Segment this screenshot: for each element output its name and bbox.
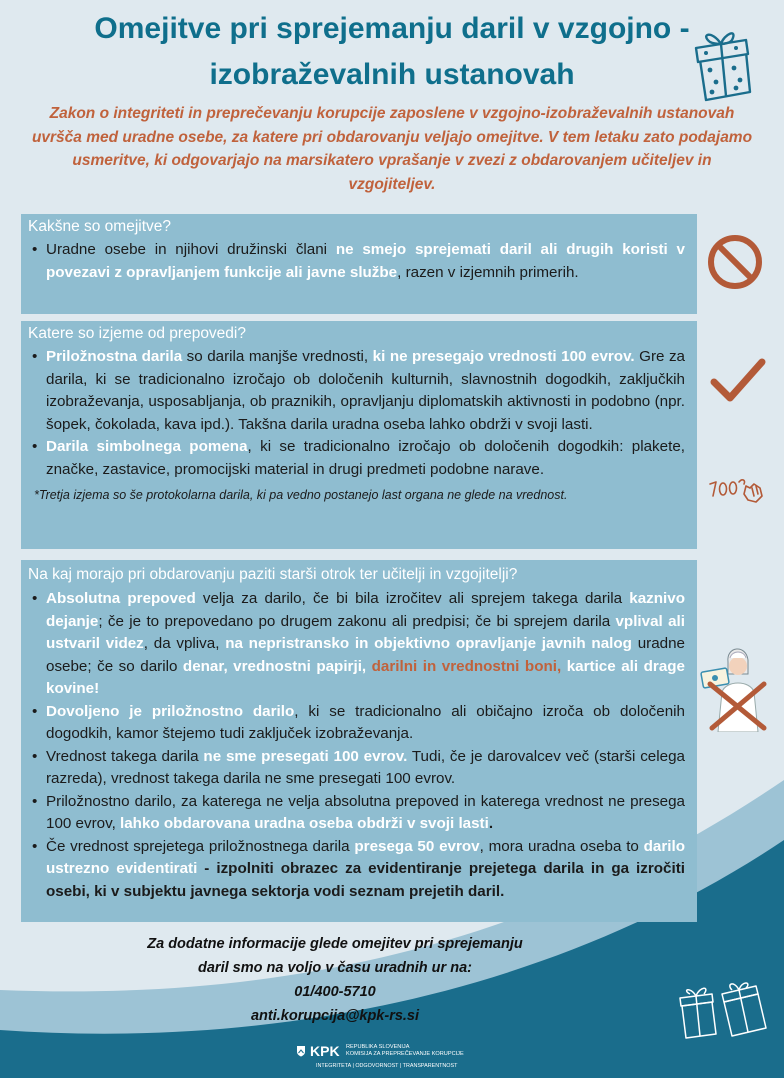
list-item: • Absolutna prepoved velja za darilo, če bi bila izročitev ali sprejem takega darila kaznivo dejanje; če je to prepovedano po drugem zakonu ali predpisi; če bi sprejem darila vplival ali ustvaril videz, da vpliva, na nepristransko in objektivno opravljanje javnih nalog uradne osebe; če so darilo denar, vrednostni papirji, darilni in vrednostni boni, kartice ali drage kovine!: [28, 588, 685, 701]
exceptions-heading: Katere so izjeme od prepovedi?: [28, 325, 246, 342]
intro-text: Zakon o integriteti in preprečevanju korupcije zaposlene v vzgojno-izobraževalnih ustanovah uvršča med uradne osebe, za katere pri obdarovanju veljajo omejitve. V tem letaku zato podajamo usmeritve, ki odgovarjajo na marsikatero vprašanje v zvezi z obdarovanjem učiteljev in vzgojiteljev.: [31, 105, 753, 193]
list-item: • Uradne osebe in njihovi družinski člani ne smejo sprejemati daril ali drugih koristi v povezavi z opravljanjem funkcije ali javne službe, razen v izjemnih primerih.: [28, 239, 685, 284]
page-title: Omejitve pri sprejemanju daril v vzgojno - izobraževalnih ustanovah: [94, 12, 690, 91]
guidance-box: [21, 560, 697, 922]
list-item: • Če vrednost sprejetega priložnostnega darila presega 50 evrov, mora uradna oseba to darilo ustrezno evidentirati - izpolniti obrazec za evidentiranje prejetega darila in ga izročiti osebi, ki v subjektu javnega sektorja vodi seznam prejetih daril.: [28, 836, 685, 904]
phone-number: 01/400-5710: [294, 984, 376, 1000]
kpk-logo: KPK REPUBLIKA SLOVENIJA KOMISIJA ZA PREPREČEVANJE KORUPCIJE INTEGRITETA | ODGOVORNOST | TRANSPARENTNOST: [296, 1043, 496, 1073]
restrictions-box: [21, 214, 697, 314]
list-item: • Priložnostna darila so darila manjše vrednosti, ki ne presegajo vrednosti 100 evrov. Gre za darila, ki se tradicionalno izročajo ob določenih kulturnih, slavnostnih dogodkih, zaključkih izobraževanja, usposabljanja, ob praznikih, opravljanju diplomatskih aktivnosti in podobno (npr. šopek, čokolada, kava ipd.). Takšna darila uradna oseba lahko obdrži v svoji lasti.: [28, 346, 685, 436]
gifts-icon: [676, 980, 774, 1042]
guidance-heading: Na kaj morajo pri obdarovanju paziti starši otrok ter učitelji in vzgojitelji?: [28, 566, 518, 583]
email-address[interactable]: anti.korupcija@kpk-rs.si: [250, 1008, 420, 1024]
crest-icon: [296, 1045, 306, 1057]
footnote: *Tretja izjema so še protokolarna darila, ki pa vedno postanejo last organa ne glede na vrednost.: [34, 488, 568, 502]
list-item: • Darila simbolnega pomena, ki se tradicionalno izročajo ob določenih dogodkih: plakete, značke, zastavice, promocijski material in drugi predmeti podobne narave.: [28, 436, 685, 481]
gift-box-icon: [690, 24, 756, 102]
checkmark-icon: [710, 356, 766, 404]
list-item: • Priložnostno darilo, za katerega ne velja absolutna prepoved in katerega vrednost ne presega 100 evrov, lahko obdarovana uradna oseba obdrži v svoji lasti.: [28, 791, 685, 836]
exceptions-box: [21, 321, 697, 549]
contact-info: Za dodatne informacije glede omejitev pri sprejemanju daril smo na voljo v času uradnih ur na: 01/400-5710 anti.korupcija@kpk-rs.si: [120, 932, 550, 1028]
teacher-no-money-icon: [698, 640, 776, 732]
restrictions-heading: Kakšne so omejitve?: [28, 218, 172, 235]
list-item: • Dovoljeno je priložnostno darilo, ki se tradicionalno ali običajno izroča ob določenih dogodkih, kamor štejemo tudi zaključek izobraževanja.: [28, 701, 685, 746]
hundred-hand-icon: [706, 474, 768, 508]
list-item: • Vrednost takega darila ne sme presegati 100 evrov. Tudi, če je darovalcev več (starši celega razreda), vrednost takega darila ne sme presegati 100 evrov.: [28, 746, 685, 791]
prohibited-icon: [706, 233, 764, 291]
